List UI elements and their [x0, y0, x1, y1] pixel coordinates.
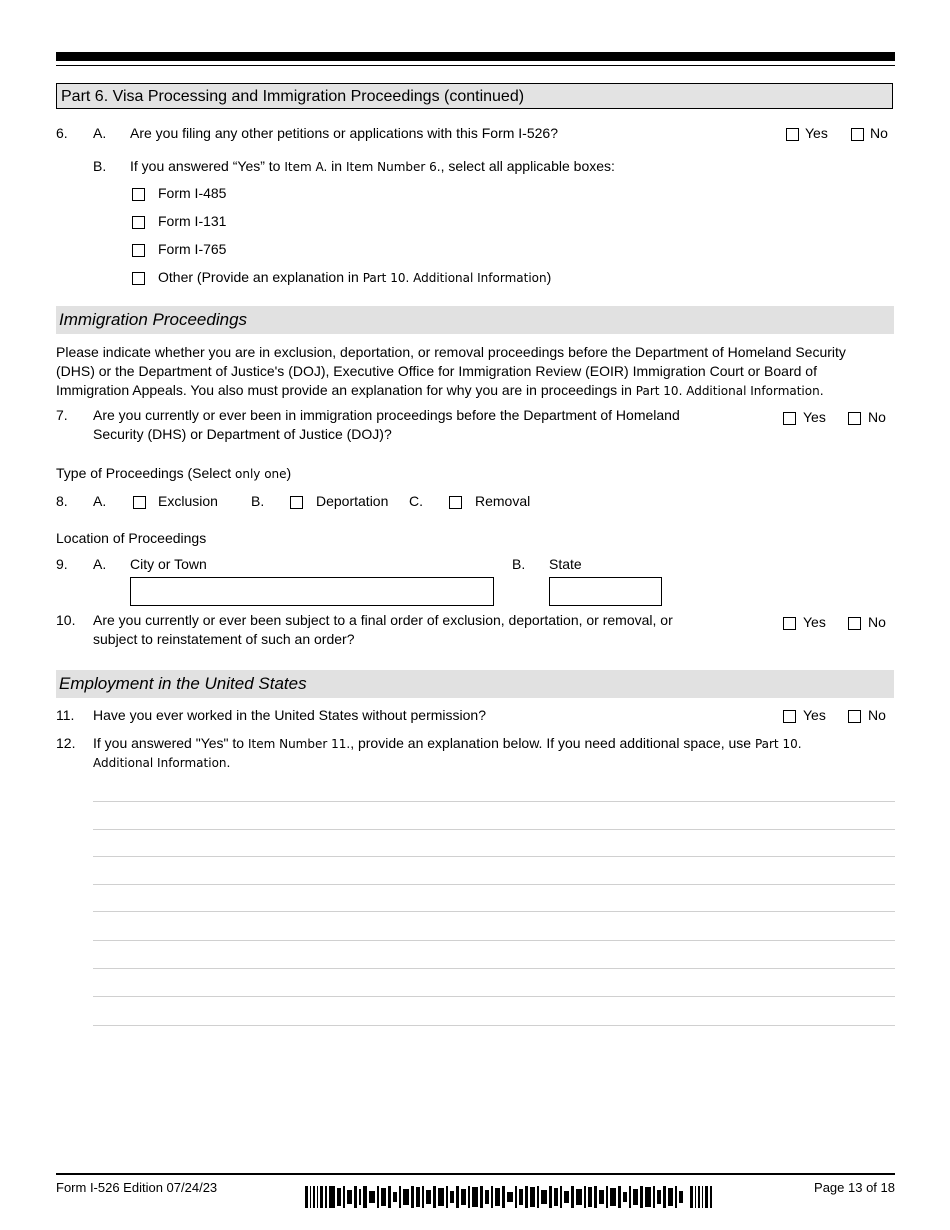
q6-no-checkbox[interactable] — [851, 128, 864, 141]
q11-number: 11. — [56, 707, 75, 723]
q10-text-line1: Are you currently or ever been subject to a final order of exclusion, deportation, or removal, or — [93, 612, 673, 628]
q6-a-label: A. — [93, 125, 107, 141]
q10-no-label: No — [868, 614, 886, 630]
explanation-line[interactable] — [93, 940, 895, 941]
top-rule-thin — [56, 65, 895, 66]
q12-number: 12. — [56, 735, 76, 751]
q9-number: 9. — [56, 556, 68, 572]
q10-no-checkbox[interactable] — [848, 617, 861, 630]
form-i485-checkbox[interactable] — [132, 188, 145, 201]
q8-b-label: B. — [251, 493, 265, 509]
q11-no-label: No — [868, 707, 886, 723]
proceedings-type-heading: Type of Proceedings (Select only one) — [56, 465, 292, 481]
explanation-line[interactable] — [93, 1025, 895, 1026]
other-label: Other (Provide an explanation in Part 10. Additional Information) — [158, 269, 552, 285]
q11-yes-checkbox[interactable] — [783, 710, 796, 723]
form-i485-label: Form I-485 — [158, 185, 227, 201]
top-rule-thick — [56, 52, 895, 61]
q6-b-text: If you answered “Yes” to Item A. in Item Number 6., select all applicable boxes: — [130, 158, 615, 174]
state-label: State — [549, 556, 582, 572]
q6-yes-checkbox[interactable] — [786, 128, 799, 141]
exclusion-label: Exclusion — [158, 493, 218, 509]
other-checkbox[interactable] — [132, 272, 145, 285]
proceedings-location-heading: Location of Proceedings — [56, 530, 207, 546]
explanation-line[interactable] — [93, 968, 895, 969]
q9-b-label: B. — [512, 556, 526, 572]
q6-b-label: B. — [93, 158, 107, 174]
state-select[interactable] — [549, 577, 662, 606]
section-employment: Employment in the United States — [56, 670, 894, 698]
removal-label: Removal — [475, 493, 531, 509]
q11-yes-label: Yes — [803, 707, 826, 723]
exclusion-checkbox[interactable] — [133, 496, 146, 509]
form-i131-checkbox[interactable] — [132, 216, 145, 229]
footer-rule — [56, 1173, 895, 1175]
q10-number: 10. — [56, 612, 76, 628]
explanation-line[interactable] — [93, 856, 895, 857]
removal-checkbox[interactable] — [449, 496, 462, 509]
footer-form-edition: Form I-526 Edition 07/24/23 — [56, 1180, 218, 1195]
q6-yes-label: Yes — [805, 125, 828, 141]
q8-a-label: A. — [93, 493, 107, 509]
q9-a-label: A. — [93, 556, 107, 572]
q6-a-text: Are you filing any other petitions or applications with this Form I-526? — [130, 125, 558, 141]
explanation-line[interactable] — [93, 829, 895, 830]
proceedings-intro-line3: Immigration Appeals. You also must provide an explanation for why you are in proceedings in Part 10. Additional Information. — [56, 382, 824, 398]
barcode — [305, 1186, 713, 1208]
q12-text-line1: If you answered "Yes" to Item Number 11., provide an explanation below. If you need additional space, use Part 10. — [93, 735, 802, 751]
explanation-line[interactable] — [93, 884, 895, 885]
section-immigration-proceedings: Immigration Proceedings — [56, 306, 894, 334]
q11-text: Have you ever worked in the United States without permission? — [93, 707, 486, 723]
q7-yes-checkbox[interactable] — [783, 412, 796, 425]
form-i131-label: Form I-131 — [158, 213, 227, 229]
footer-page-number: Page 13 of 18 — [814, 1180, 895, 1195]
q12-text-line2: Additional Information. — [93, 754, 231, 770]
deportation-label: Deportation — [316, 493, 389, 509]
proceedings-intro-line1: Please indicate whether you are in exclusion, deportation, or removal proceedings before the Department of Homeland Security — [56, 344, 846, 360]
q7-no-label: No — [868, 409, 886, 425]
city-or-town-input[interactable] — [130, 577, 494, 606]
deportation-checkbox[interactable] — [290, 496, 303, 509]
q10-yes-label: Yes — [803, 614, 826, 630]
q7-text-line1: Are you currently or ever been in immigration proceedings before the Department of Homeland — [93, 407, 680, 423]
q7-number: 7. — [56, 407, 68, 423]
city-or-town-label: City or Town — [130, 556, 207, 572]
proceedings-intro-line2: (DHS) or the Department of Justice's (DOJ), Executive Office for Immigration Review (EOIR) Immigration Court or Board of — [56, 363, 817, 379]
q8-number: 8. — [56, 493, 68, 509]
part-title: Part 6. Visa Processing and Immigration Proceedings (continued) — [56, 83, 893, 109]
q10-text-line2: subject to reinstatement of such an order? — [93, 631, 355, 647]
q7-no-checkbox[interactable] — [848, 412, 861, 425]
explanation-line[interactable] — [93, 801, 895, 802]
explanation-line[interactable] — [93, 996, 895, 997]
q10-yes-checkbox[interactable] — [783, 617, 796, 630]
form-i765-label: Form I-765 — [158, 241, 227, 257]
q11-no-checkbox[interactable] — [848, 710, 861, 723]
q6-no-label: No — [870, 125, 888, 141]
q7-text-line2: Security (DHS) or Department of Justice (DOJ)? — [93, 426, 392, 442]
q6-number: 6. — [56, 125, 68, 141]
q7-yes-label: Yes — [803, 409, 826, 425]
explanation-line[interactable] — [93, 911, 895, 912]
q8-c-label: C. — [409, 493, 423, 509]
form-i765-checkbox[interactable] — [132, 244, 145, 257]
